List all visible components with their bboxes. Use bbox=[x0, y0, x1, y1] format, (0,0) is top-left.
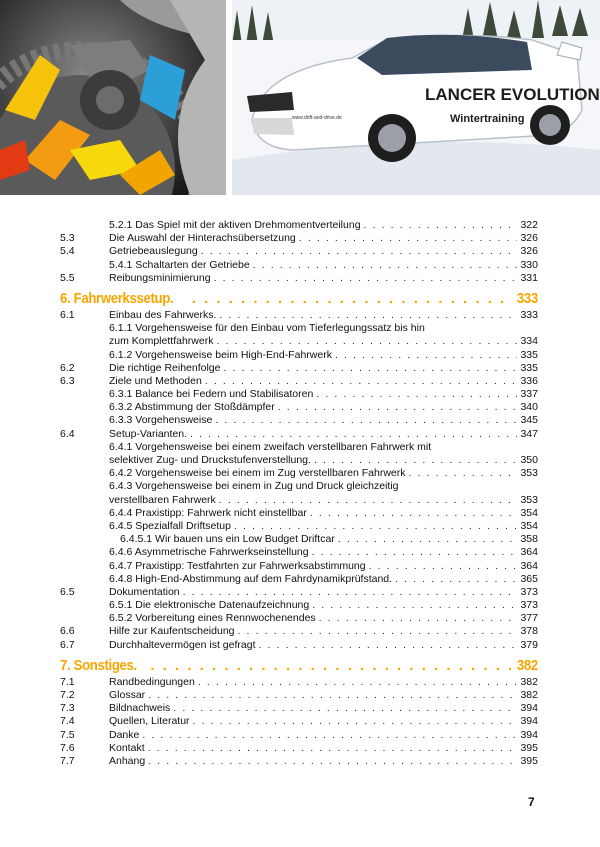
toc-entry-title: Ziele und Methoden bbox=[109, 374, 202, 387]
toc-entry-title: 6.4.2 Vorgehensweise bei einem im Zug verstellbaren Fahrwerk bbox=[109, 467, 406, 480]
toc-leader-dots bbox=[234, 520, 517, 533]
toc-chapter-heading bbox=[60, 655, 538, 676]
toc-entry-title: 6. Fahrwerkssetup. bbox=[60, 289, 174, 307]
toc-leader-dots bbox=[408, 467, 517, 480]
toc-entry bbox=[60, 219, 538, 232]
toc-entry-title: 6.1.1 Vorgehensweise für den Einbau vom Tieferlegungssatz bis hin bbox=[109, 322, 425, 335]
toc-leader-dots bbox=[364, 219, 518, 232]
toc-page-number: 345 bbox=[520, 414, 538, 427]
toc-entry-title: 6.5.2 Vorbereitung eines Rennwochenendes bbox=[109, 612, 316, 625]
toc-entry-title: 6.3.1 Balance bei Federn und Stabilisatoren bbox=[109, 388, 314, 401]
toc-leader-dots bbox=[192, 292, 511, 305]
car-banner-text: LANCER EVOLUTION bbox=[425, 85, 600, 104]
toc-entry bbox=[60, 676, 538, 689]
toc-leader-dots bbox=[190, 428, 517, 441]
lancer-car-illustration bbox=[232, 0, 600, 195]
toc-page-number: 334 bbox=[520, 335, 538, 348]
toc-entry bbox=[60, 573, 538, 586]
toc-entry bbox=[60, 272, 538, 285]
toc-entry bbox=[60, 560, 538, 573]
toc-entry bbox=[60, 520, 538, 533]
toc-leader-dots bbox=[278, 401, 518, 414]
toc-entry-number: 6.6 bbox=[60, 625, 75, 638]
toc-leader-dots bbox=[319, 612, 518, 625]
toc-entry bbox=[60, 586, 538, 599]
toc-leader-dots bbox=[369, 560, 518, 573]
toc-entry-title: 6.4.1 Vorgehensweise bei einem zweifach verstellbaren Fahrwerk mit bbox=[109, 440, 432, 453]
toc-entry bbox=[60, 441, 538, 454]
toc-leader-dots bbox=[150, 659, 511, 672]
toc-leader-dots bbox=[198, 676, 518, 689]
toc-entry bbox=[60, 480, 538, 493]
toc-page-number: 330 bbox=[520, 258, 538, 271]
toc-page-number: 395 bbox=[520, 741, 538, 754]
toc-entry bbox=[60, 232, 538, 245]
toc-leader-dots bbox=[395, 573, 517, 586]
toc-entry-number: 7.2 bbox=[60, 689, 75, 701]
toc-entry bbox=[60, 259, 538, 272]
toc-page-number: 335 bbox=[520, 348, 538, 361]
toc-entry-title: 6.3.2 Abstimmung der Stoßdämpfer bbox=[109, 401, 275, 414]
toc-page-number: 322 bbox=[520, 219, 538, 231]
toc-page-number: 364 bbox=[520, 546, 538, 559]
toc-leader-dots bbox=[299, 232, 518, 245]
toc-leader-dots bbox=[216, 335, 517, 348]
header-photos bbox=[0, 0, 600, 195]
toc-entry-title: Randbedingungen bbox=[109, 675, 195, 688]
toc-entry-number: 7.7 bbox=[60, 754, 75, 767]
toc-entry-number: 6.4 bbox=[60, 427, 75, 440]
toc-leader-dots bbox=[312, 599, 517, 612]
toc-page-number: 333 bbox=[520, 308, 538, 321]
toc-entry bbox=[60, 414, 538, 427]
toc-entry-title: 7. Sonstiges. bbox=[60, 656, 137, 674]
toc-entry bbox=[60, 467, 538, 480]
toc-entry bbox=[60, 309, 538, 322]
toc-entry bbox=[60, 533, 538, 546]
toc-page-number: 350 bbox=[520, 454, 538, 466]
toc-entry-number: 6.2 bbox=[60, 361, 75, 374]
toc-entry-number: 5.3 bbox=[60, 232, 75, 245]
toc-entry bbox=[60, 375, 538, 388]
toc-page-number: 364 bbox=[520, 559, 538, 572]
toc-page-number: 379 bbox=[520, 638, 538, 651]
toc-leader-dots bbox=[338, 533, 518, 546]
toc-leader-dots bbox=[219, 494, 518, 507]
toc-entry bbox=[60, 335, 538, 348]
toc-entry bbox=[60, 639, 538, 652]
toc-entry bbox=[60, 702, 538, 715]
toc-entry-number: 5.4 bbox=[60, 245, 75, 258]
toc-page-number: 336 bbox=[520, 374, 538, 387]
toc-page-number: 353 bbox=[520, 467, 538, 480]
toc-entry-number: 6.7 bbox=[60, 638, 75, 651]
toc-leader-dots bbox=[219, 309, 517, 322]
toc-entry-title: Die Auswahl der Hinterachsübersetzung bbox=[109, 232, 296, 245]
toc-entry-number: 7.3 bbox=[60, 702, 75, 715]
toc-entry-title: 6.4.7 Praxistipp: Testfahrten zur Fahrwerksabstimmung bbox=[109, 559, 366, 572]
toc-entry-title: Setup-Varianten. bbox=[109, 427, 188, 440]
toc-entry bbox=[60, 689, 538, 702]
toc-page-number: 394 bbox=[520, 702, 538, 715]
toc-entry-title: 6.4.5.1 Wir bauen uns ein Low Budget Driftcar bbox=[120, 533, 335, 546]
toc-leader-dots bbox=[238, 625, 518, 638]
toc-entry-title: 6.5.1 Die elektronische Datenaufzeichnung bbox=[109, 599, 310, 612]
toc-page-number: 382 bbox=[520, 675, 538, 688]
toc-entry bbox=[60, 401, 538, 414]
toc-entry bbox=[60, 454, 538, 467]
toc-leader-dots bbox=[148, 742, 518, 755]
toc-entry-number: 6.5 bbox=[60, 585, 75, 598]
toc-entry-number: 5.5 bbox=[60, 271, 75, 284]
toc-leader-dots bbox=[173, 702, 517, 715]
toc-page-number: 326 bbox=[520, 232, 538, 245]
toc-leader-dots bbox=[183, 586, 518, 599]
toc-entry-title: 6.4.3 Vorgehensweise bei einem in Zug und Druck gleichzeitig bbox=[109, 480, 399, 493]
toc-entry bbox=[60, 388, 538, 401]
toc-page-number: 333 bbox=[517, 289, 538, 307]
toc-entry bbox=[60, 729, 538, 742]
toc-entry-number: 7.4 bbox=[60, 715, 75, 728]
toc-page-number: 394 bbox=[520, 715, 538, 728]
differential-illustration bbox=[0, 0, 226, 195]
car-photo bbox=[232, 0, 600, 195]
toc-entry-number: 7.6 bbox=[60, 741, 75, 754]
toc-entry-number: 6.1 bbox=[60, 308, 75, 321]
toc-entry-title: verstellbaren Fahrwerk bbox=[109, 493, 216, 506]
toc-entry-title: zum Komplettfahrwerk bbox=[109, 335, 214, 348]
toc-page-number: 337 bbox=[520, 388, 538, 401]
page-number: 7 bbox=[528, 795, 535, 809]
toc-page-number: 358 bbox=[520, 533, 538, 546]
toc-entry-title: Einbau des Fahrwerks. bbox=[109, 308, 217, 321]
toc-leader-dots bbox=[205, 375, 518, 388]
car-url-text: www.drift-and-drive.de bbox=[292, 115, 342, 121]
toc-page-number: 340 bbox=[520, 401, 538, 414]
toc-entry-title: 6.4.5 Spezialfall Driftsetup bbox=[109, 519, 231, 532]
toc-entry-number: 7.1 bbox=[60, 675, 75, 688]
toc-leader-dots bbox=[259, 639, 518, 652]
toc-entry-title: 6.3.3 Vorgehensweise bbox=[109, 414, 213, 427]
toc-page-number: 377 bbox=[520, 612, 538, 625]
toc-page-number: 326 bbox=[520, 245, 538, 258]
toc-page-number: 382 bbox=[520, 689, 538, 701]
toc-page-number: 373 bbox=[520, 599, 538, 612]
toc-entry bbox=[60, 494, 538, 507]
toc-entry-title: Quellen, Literatur bbox=[109, 715, 190, 728]
toc-entry-title: 6.1.2 Vorgehensweise beim High-End-Fahrwerk bbox=[109, 348, 332, 361]
toc-entry bbox=[60, 349, 538, 362]
toc-entry bbox=[60, 507, 538, 520]
toc-entry-title: Durchhaltevermögen ist gefragt bbox=[109, 638, 256, 651]
toc-entry bbox=[60, 715, 538, 728]
toc-leader-dots bbox=[215, 414, 517, 427]
toc-entry-title: 6.4.4 Praxistipp: Fahrwerk nicht einstellbar bbox=[109, 506, 307, 519]
toc-leader-dots bbox=[148, 755, 517, 768]
toc-leader-dots bbox=[201, 245, 518, 258]
toc-entry-title: Getriebeauslegung bbox=[109, 245, 198, 258]
toc-leader-dots bbox=[223, 362, 517, 375]
toc-page-number: 335 bbox=[520, 361, 538, 374]
toc-page-number: 347 bbox=[520, 427, 538, 440]
toc-entry-title: 5.4.1 Schaltarten der Getriebe bbox=[109, 258, 250, 271]
toc-entry-title: selektiver Zug- und Druckstufenverstellung. bbox=[109, 454, 311, 466]
toc-leader-dots bbox=[148, 689, 517, 702]
toc-entry-title: Anhang bbox=[109, 754, 146, 767]
toc-leader-dots bbox=[253, 259, 518, 272]
toc-entry bbox=[60, 546, 538, 559]
toc-entry-title: Glossar bbox=[109, 689, 146, 701]
table-of-contents bbox=[60, 219, 538, 768]
toc-entry-title: Dokumentation bbox=[109, 585, 180, 598]
toc-entry-number: 7.5 bbox=[60, 728, 75, 741]
toc-entry-title: Danke bbox=[109, 728, 140, 741]
toc-page-number: 354 bbox=[520, 506, 538, 519]
toc-leader-dots bbox=[335, 349, 518, 362]
toc-leader-dots bbox=[310, 507, 518, 520]
toc-entry-title: Bildnachweis bbox=[109, 702, 171, 715]
differential-photo bbox=[0, 0, 226, 195]
toc-page-number: 354 bbox=[520, 519, 538, 532]
toc-entry bbox=[60, 755, 538, 768]
toc-leader-dots bbox=[214, 272, 518, 285]
toc-entry-title: 6.4.6 Asymmetrische Fahrwerkseinstellung bbox=[109, 546, 309, 559]
toc-page-number: 331 bbox=[520, 271, 538, 284]
toc-page-number: 373 bbox=[520, 585, 538, 598]
toc-page-number: 394 bbox=[520, 728, 538, 741]
toc-page-number: 378 bbox=[520, 625, 538, 638]
toc-entry-title: 5.2.1 Das Spiel mit der aktiven Drehmomentverteilung bbox=[109, 219, 361, 231]
car-banner-subtext: Wintertraining bbox=[450, 113, 525, 125]
toc-entry-number: 6.3 bbox=[60, 374, 75, 387]
toc-leader-dots bbox=[193, 715, 518, 728]
toc-entry bbox=[60, 742, 538, 755]
toc-leader-dots bbox=[316, 388, 517, 401]
toc-leader-dots bbox=[142, 729, 517, 742]
toc-page-number: 382 bbox=[517, 656, 538, 674]
toc-entry bbox=[60, 625, 538, 638]
toc-leader-dots bbox=[312, 546, 518, 559]
toc-entry bbox=[60, 612, 538, 625]
toc-entry bbox=[60, 362, 538, 375]
toc-page-number: 353 bbox=[520, 493, 538, 506]
toc-page-number: 365 bbox=[520, 572, 538, 585]
toc-entry-title: Reibungsminimierung bbox=[109, 271, 211, 284]
toc-entry-title: 6.4.8 High-End-Abstimmung auf dem Fahrdynamikprüfstand. bbox=[109, 572, 393, 585]
toc-chapter-heading bbox=[60, 288, 538, 309]
toc-leader-dots bbox=[314, 454, 518, 467]
toc-entry bbox=[60, 428, 538, 441]
toc-entry-title: Hilfe zur Kaufentscheidung bbox=[109, 625, 235, 638]
toc-page-number: 395 bbox=[520, 754, 538, 767]
toc-entry-title: Kontakt bbox=[109, 741, 145, 754]
toc-entry bbox=[60, 322, 538, 335]
toc-entry bbox=[60, 599, 538, 612]
toc-entry-title: Die richtige Reihenfolge bbox=[109, 361, 221, 374]
toc-entry bbox=[60, 245, 538, 258]
